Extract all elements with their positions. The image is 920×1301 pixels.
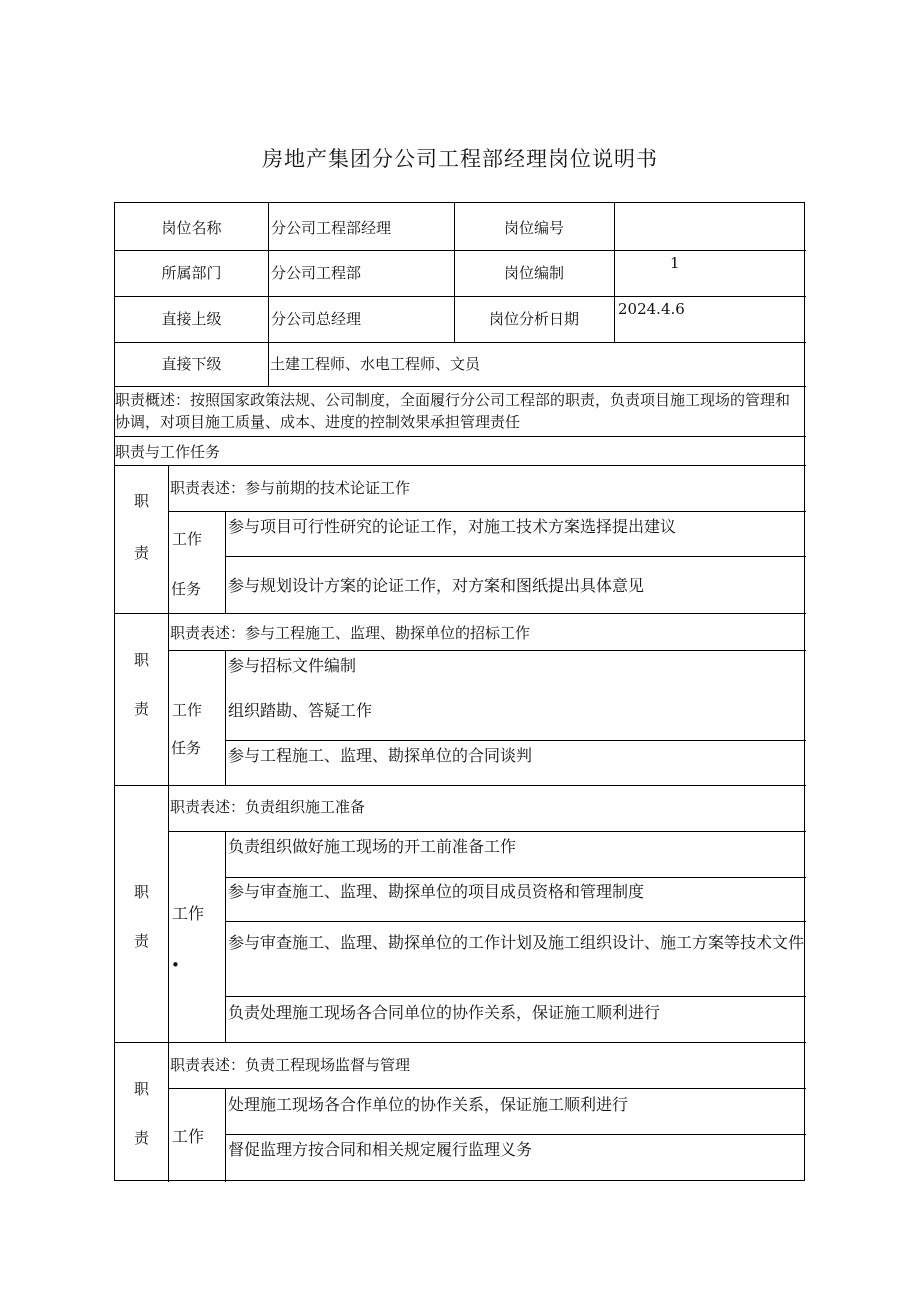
task-label-gongzuo: 工作 — [172, 530, 203, 548]
column-divider — [168, 465, 169, 613]
row-divider — [115, 250, 806, 251]
side-label-zhi: 职 — [133, 1080, 149, 1098]
duty-description: 职责表述：负责组织施工准备 — [170, 798, 366, 816]
row-divider — [168, 650, 806, 651]
task-label-gongzuo: 工作 — [172, 904, 205, 923]
row-divider — [115, 296, 806, 297]
task-item: 组织踏勘、答疑工作 — [228, 701, 373, 720]
duty-description: 职责表述：参与前期的技术论证工作 — [170, 479, 411, 497]
column-divider — [225, 831, 226, 1042]
row-divider — [168, 1088, 806, 1089]
row-divider — [225, 740, 806, 741]
column-divider — [225, 511, 226, 613]
analysis-date-label: 岗位分析日期 — [488, 310, 579, 328]
column-divider — [225, 650, 226, 785]
duties-header: 职责与工作任务 — [115, 443, 221, 461]
column-divider — [168, 1042, 169, 1182]
document-title: 房地产集团分公司工程部经理岗位说明书 — [262, 147, 658, 171]
task-label-renwu: 任务 — [171, 580, 202, 598]
job-description-table — [114, 202, 805, 1181]
column-divider — [268, 203, 269, 386]
row-divider — [225, 556, 806, 557]
side-label-ze: 责 — [133, 544, 149, 562]
task-item: 处理施工现场各合作单位的协作关系，保证施工顺利进行 — [228, 1095, 629, 1114]
side-label-ze: 责 — [133, 1129, 149, 1147]
row-divider — [115, 1042, 806, 1043]
task-item: 参与工程施工、监理、勘探单位的合同谈判 — [228, 746, 533, 765]
task-item: 负责处理施工现场各合同单位的协作关系，保证施工顺利进行 — [228, 1003, 661, 1022]
side-label-ze: 责 — [133, 932, 149, 950]
row-divider — [225, 1134, 806, 1135]
row-divider — [115, 785, 806, 786]
task-item: 参与项目可行性研究的论证工作，对施工技术方案选择提出建议 — [228, 517, 677, 536]
side-label-zhi: 职 — [133, 651, 149, 669]
row-divider — [115, 613, 806, 614]
side-label-ze: 责 — [133, 700, 149, 718]
row-divider — [225, 996, 806, 997]
position-code-label: 岗位编号 — [503, 219, 564, 237]
task-item: 参与招标文件编制 — [228, 656, 357, 675]
department-value: 分公司工程部 — [271, 264, 362, 282]
department-label: 所属部门 — [161, 264, 222, 282]
column-divider — [225, 1088, 226, 1182]
position-name-label: 岗位名称 — [161, 219, 222, 237]
subordinates-label: 直接下级 — [161, 355, 222, 373]
row-divider — [225, 921, 806, 922]
duty-overview: 职责概述：按照国家政策法规、公司制度，全面履行分公司工程部的职责，负责项目施工现场的管理和协调，对项目施工质量、成本、进度的控制效果承担管理责任 — [115, 391, 791, 431]
task-item: 参与规划设计方案的论证工作，对方案和图纸提出具体意见 — [228, 576, 645, 595]
subordinates-value: 土建工程师、水电工程师、文员 — [270, 355, 481, 373]
side-label-zhi: 职 — [133, 492, 149, 510]
analysis-date-value: 2024.4.6 — [618, 300, 685, 318]
bullet-mark: • — [171, 956, 180, 974]
side-label-zhi: 职 — [133, 883, 149, 901]
task-item: 负责组织做好施工现场的开工前准备工作 — [228, 837, 517, 856]
task-item: 参与审查施工、监理、勘探单位的工作计划及施工组织设计、施工方案等技术文件 — [228, 933, 805, 952]
superior-label: 直接上级 — [161, 310, 222, 328]
task-item: 参与审查施工、监理、勘探单位的项目成员资格和管理制度 — [228, 882, 645, 901]
duty-description: 职责表述：参与工程施工、监理、勘探单位的招标工作 — [170, 624, 531, 642]
row-divider — [115, 386, 806, 387]
task-item: 督促监理方按合同和相关规定履行监理义务 — [228, 1140, 533, 1159]
task-label-gongzuo: 工作 — [172, 1127, 205, 1146]
task-label-gongzuo: 工作 — [172, 701, 203, 719]
duty-description: 职责表述：负责工程现场监督与管理 — [170, 1056, 411, 1074]
headcount-label: 岗位编制 — [503, 264, 564, 282]
position-name-value: 分公司工程部经理 — [271, 219, 392, 237]
superior-value: 分公司总经理 — [271, 310, 362, 328]
column-divider — [614, 203, 615, 342]
row-divider — [115, 465, 806, 466]
headcount-value: 1 — [670, 254, 680, 272]
row-divider — [168, 831, 806, 832]
column-divider — [168, 785, 169, 1042]
row-divider — [115, 436, 806, 437]
row-divider — [115, 342, 806, 343]
task-label-renwu: 任务 — [171, 739, 202, 757]
column-divider — [168, 613, 169, 785]
row-divider — [168, 511, 806, 512]
row-divider — [225, 877, 806, 878]
